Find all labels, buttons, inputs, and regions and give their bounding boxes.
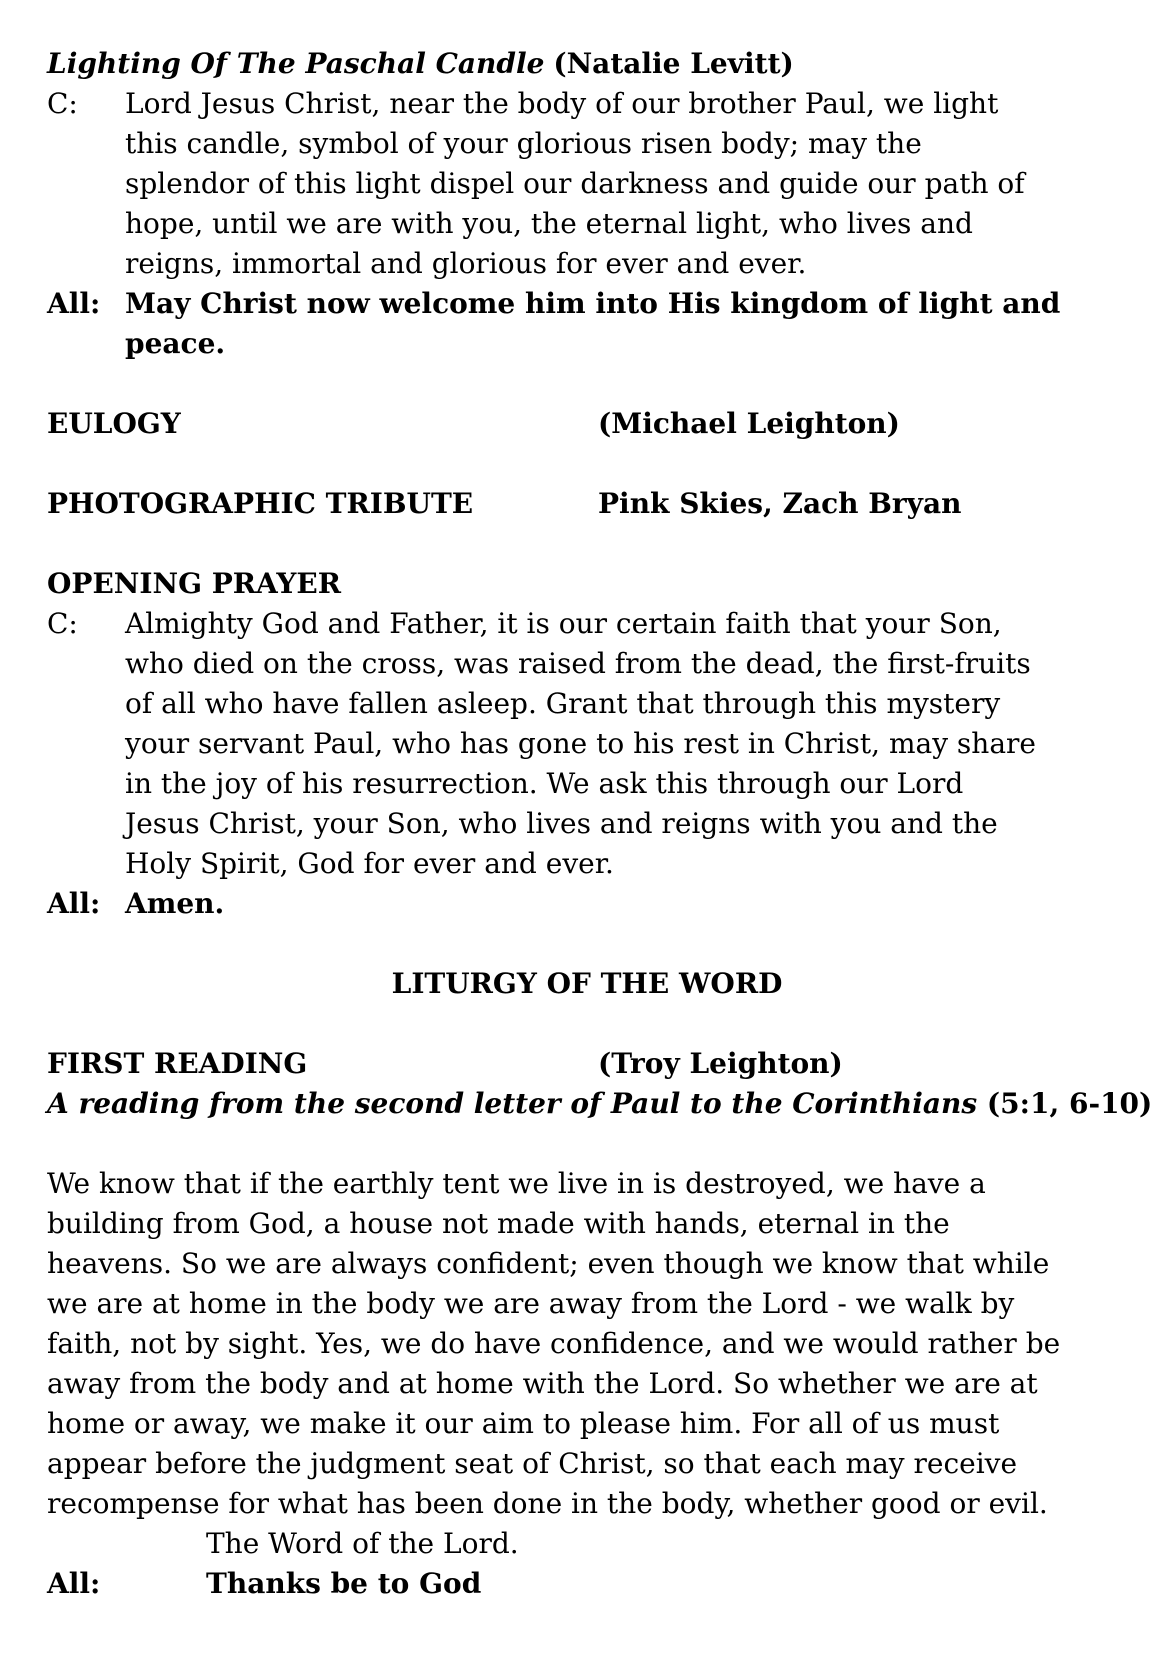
text-line: We know that if the earthly tent we live in is destroyed, we have a [47,1167,986,1200]
prayer-celebrant-text [125,604,1127,884]
eulogy-speaker: (Michael Leighton) [598,407,900,440]
text-line: heavens. So we are always confident; even though we know that while [47,1247,1050,1280]
text-line: recompense for what has been done in the body, whether good or evil. [47,1487,1048,1520]
candle-reader: (Natalie Levitt) [553,47,794,80]
prayer-all-response: Amen. [125,887,225,920]
text-line: Almighty God and Father, it is our certain faith that your Son, [125,607,1002,640]
tribute-row [47,484,1127,524]
text-line: Lord Jesus Christ, near the body of our brother Paul, we light [125,87,999,120]
celebrant-label: C: [47,87,78,120]
order-of-service-page [47,44,1153,1604]
all-label: All: [47,287,101,320]
prayer-celebrant-block [47,604,1127,884]
text-line: reigns, immortal and glorious for ever and ever. [125,247,807,280]
candle-all-block [47,284,1127,364]
candle-celebrant-text [125,84,1127,284]
text-line: away from the body and at home with the Lord. So whether we are at [47,1367,1038,1400]
text-line: building from God, a house not made with hands, eternal in the [47,1207,950,1240]
text-line: who died on the cross, was raised from the dead, the first-fruits [125,647,1031,680]
text-line: May Christ now welcome him into His kingdom of light and [125,287,1061,320]
liturgy-heading: LITURGY OF THE WORD [391,967,783,1000]
text-line: peace. [125,327,226,360]
first-reading-source [47,1084,1153,1124]
first-reading-closing: The Word of the Lord. [206,1527,519,1560]
candle-title: Lighting Of The Paschal Candle [47,47,545,80]
candle-all-text [125,284,1127,364]
candle-heading [47,44,1127,84]
first-reading-all-response: Thanks be to God [206,1567,482,1600]
text-line: appear before the judgment seat of Christ, so that each may receive [47,1447,1018,1480]
text-line: your servant Paul, who has gone to his rest in Christ, may share [125,727,1036,760]
first-reading-row [47,1044,1127,1084]
eulogy-row [47,404,1127,444]
tribute-label: PHOTOGRAPHIC TRIBUTE [47,487,474,520]
text-line: Jesus Christ, your Son, who lives and reigns with you and the [125,807,998,840]
text-line: home or away, we make it our aim to please him. For all of us must [47,1407,1000,1440]
celebrant-label: C: [47,607,78,640]
opening-prayer-title: OPENING PRAYER [47,567,341,600]
tribute-song: Pink Skies, Zach Bryan [598,487,962,520]
eulogy-label: EULOGY [47,407,181,440]
first-reading-all-block [47,1564,1127,1604]
first-reading-label: FIRST READING [47,1047,308,1080]
first-reading-source-ref: (5:1, 6-10) [986,1087,1153,1120]
first-reading-text [47,1164,1127,1524]
text-line: of all who have fallen asleep. Grant that through this mystery [125,687,1001,720]
first-reading-reader: (Troy Leighton) [598,1047,843,1080]
text-line: Holy Spirit, God for ever and ever. [125,847,614,880]
first-reading-source-title: A reading from the second letter of Paul to the Corinthians [47,1087,978,1120]
all-label: All: [47,1567,101,1600]
text-line: we are at home in the body we are away from the Lord - we walk by [47,1287,1015,1320]
candle-celebrant-block [47,84,1127,284]
all-label: All: [47,887,101,920]
text-line: splendor of this light dispel our darkness and guide our path of [125,167,1025,200]
text-line: in the joy of his resurrection. We ask this through our Lord [125,767,964,800]
text-line: hope, until we are with you, the eternal light, who lives and [125,207,973,240]
prayer-all-block [47,884,1127,924]
text-line: faith, not by sight. Yes, we do have confidence, and we would rather be [47,1327,1061,1360]
text-line: this candle, symbol of your glorious risen body; may the [125,127,922,160]
